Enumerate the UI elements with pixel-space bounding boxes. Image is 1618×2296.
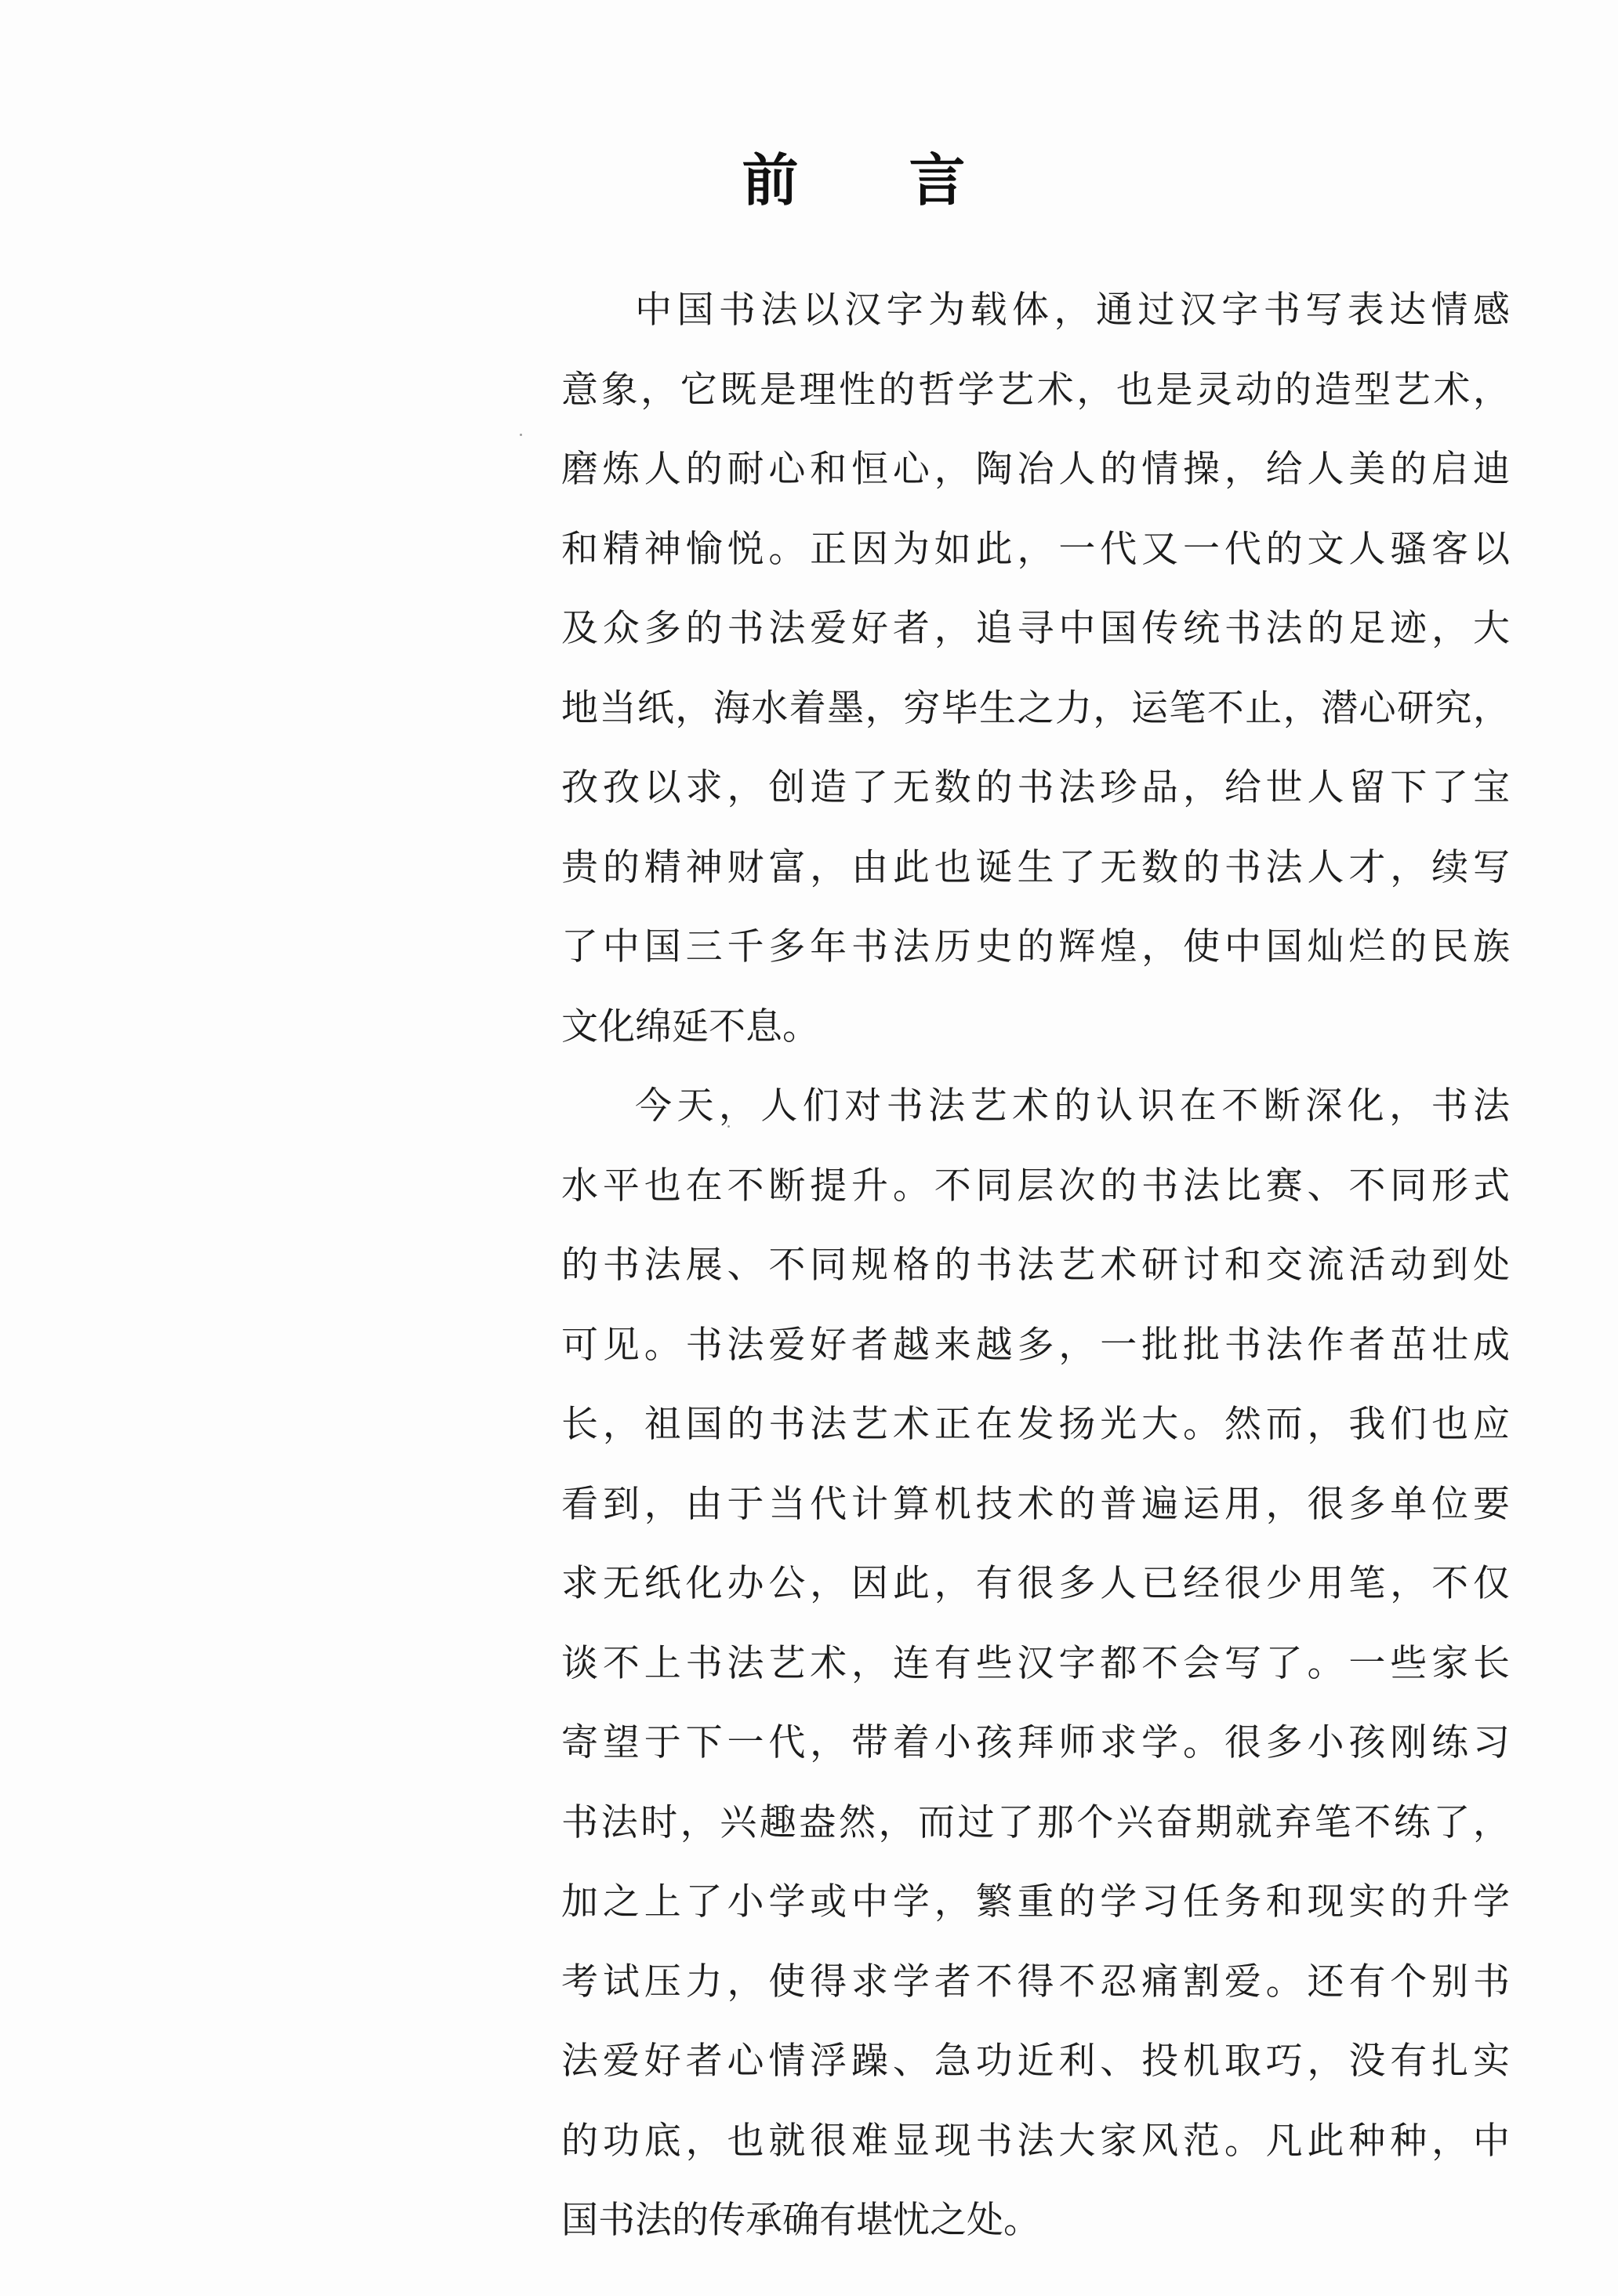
text-line: 寄望于下一代，带着小孩拜师求学。很多小孩刚练习 [561,1721,1510,1764]
text-line: 和精神愉悦。正因为如此，一代又一代的文人骚客以 [561,527,1510,571]
page-title: 前 言 [742,147,1011,213]
text-line: 谈不上书法艺术，连有些汉字都不会写了。一些家长 [561,1641,1510,1685]
text-line: 水平也在不断提升。不同层次的书法比赛、不同形式 [561,1164,1510,1208]
text-line: 孜孜以求，创造了无数的书法珍品，给世人留下了宝 [561,766,1510,809]
text-line: 贵的精神财富，由此也诞生了无数的书法人才，续写 [561,845,1510,889]
text-line: 长，祖国的书法艺术正在发扬光大。然而，我们也应 [561,1403,1510,1446]
text-line: 考试压力，使得求学者不得不忍痛割爱。还有个别书 [561,1960,1510,2004]
text-line: 法爱好者心情浮躁、急功近利、投机取巧，没有扎实 [561,2040,1510,2083]
text-line: 求无纸化办公，因此，有很多人已经很少用笔，不仅 [561,1562,1510,1605]
text-line: 及众多的书法爱好者，追寻中国传统书法的足迹，大 [561,607,1510,650]
text-line: 书法时，兴趣盎然，而过了那个兴奋期就弃笔不练了， [561,1800,1510,1844]
text-line: 了中国三千多年书法历史的辉煌，使中国灿烂的民族 [561,925,1510,968]
text-line: 看到，由于当代计算机技术的普遍运用，很多单位要 [561,1482,1510,1526]
text-line: 磨炼人的耐心和恒心，陶冶人的情操，给人美的启迪 [561,448,1510,491]
text-line: 的功底，也就很难显现书法大家风范。凡此种种，中 [561,2119,1510,2163]
paragraph-1 [561,271,1510,1066]
text-line: 地当纸，海水着墨，穷毕生之力，运笔不止，潜心研究， [561,686,1510,730]
scan-speck [520,434,522,436]
text-line: 的书法展、不同规格的书法艺术研讨和交流活动到处 [561,1244,1510,1287]
text-line: 中国书法以汉字为载体，通过汉字书写表达情感 [635,289,1510,332]
paragraph-2 [561,1066,1510,2261]
body-text [561,271,1510,2261]
text-line: 意象，它既是理性的哲学艺术，也是灵动的造型艺术， [561,368,1510,412]
text-line: 国书法的传承确有堪忧之处。 [561,2199,1040,2242]
text-line: 今天，人们对书法艺术的认识在不断深化，书法 [635,1084,1510,1128]
text-line: 可见。书法爱好者越来越多，一批批书法作者茁壮成 [561,1323,1510,1367]
text-line: 文化绵延不息。 [561,1004,819,1048]
text-line: 加之上了小学或中学，繁重的学习任务和现实的升学 [561,1880,1510,1924]
